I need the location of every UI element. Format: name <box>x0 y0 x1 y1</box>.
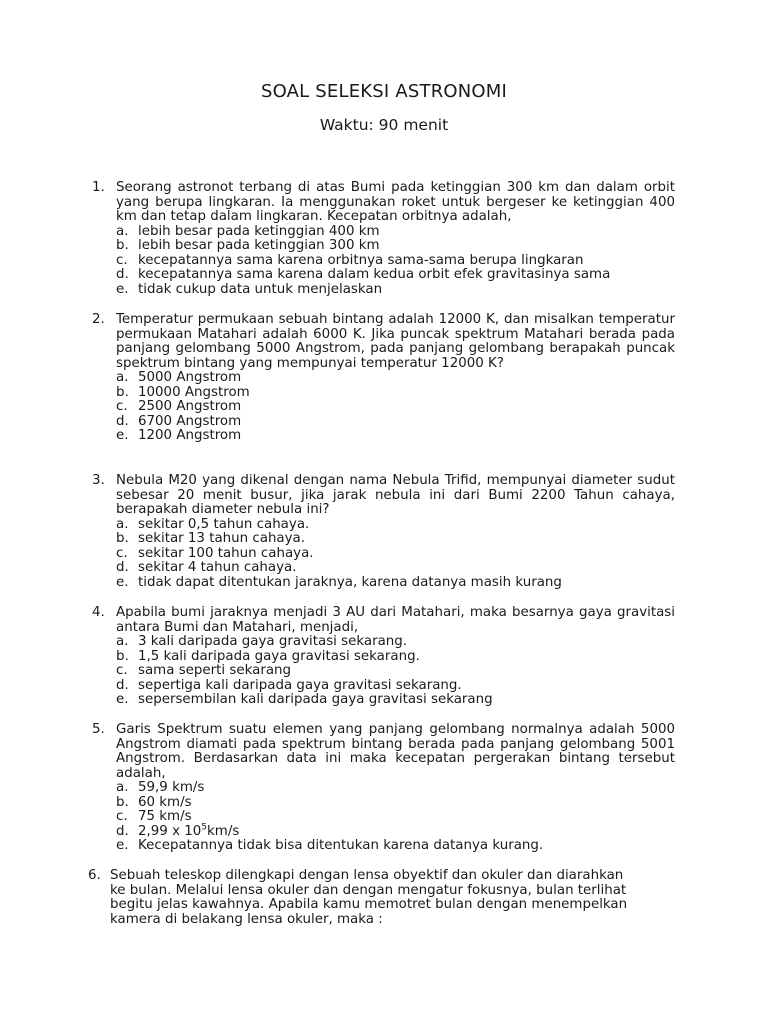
option-c <box>92 547 675 562</box>
option-a <box>92 371 675 386</box>
option-text: kecepatannya sama karena orbitnya sama-sama berupa lingkaran <box>138 252 584 268</box>
option-letter: e. <box>116 838 129 853</box>
option-text: 10000 Angstrom <box>138 384 250 400</box>
option-letter: c. <box>116 809 128 824</box>
question-3 <box>92 474 675 590</box>
option-d <box>92 415 675 430</box>
option-d <box>92 268 675 283</box>
question-number: 6. <box>88 868 101 883</box>
option-letter: d. <box>116 560 129 575</box>
option-letter: d. <box>116 823 129 839</box>
option-text: 3 kali daripada gaya gravitasi sekarang. <box>138 634 408 649</box>
option-text: lebih besar pada ketinggian 300 km <box>138 238 380 253</box>
option-letter: a. <box>116 370 129 385</box>
question-number: 3. <box>92 473 105 488</box>
option-text <box>138 822 675 840</box>
option-letter: c. <box>116 252 128 268</box>
option-e <box>92 429 675 444</box>
option-b <box>92 796 675 811</box>
option-a <box>92 781 675 796</box>
option-unit: km/s <box>207 823 240 839</box>
option-letter: a. <box>116 516 129 532</box>
option-text: sekitar 4 tahun cahaya. <box>138 560 297 575</box>
option-text: 1200 Angstrom <box>138 428 242 443</box>
option-c <box>92 400 675 415</box>
question-text-line: Sebuah teleskop dilengkapi dengan lensa obyektif dan okuler dan diarahkan <box>110 868 624 883</box>
question-6 <box>88 869 668 927</box>
option-text: sekitar 100 tahun cahaya. <box>138 545 314 561</box>
option-letter: c. <box>116 545 128 561</box>
option-a <box>92 635 675 650</box>
option-letter: a. <box>116 223 129 239</box>
question-text: Apabila bumi jaraknya menjadi 3 AU dari Matahari, maka besarnya gaya gravitasi antara Bumi dan Matahari, menjadi, <box>116 605 675 635</box>
option-letter: e. <box>116 281 129 297</box>
option-text: sama seperti sekarang <box>138 663 292 678</box>
option-text: sepersembilan kali daripada gaya gravitasi sekarang <box>138 692 493 707</box>
option-letter: e. <box>116 574 129 590</box>
question-number: 4. <box>92 605 105 620</box>
option-text: tidak dapat ditentukan jaraknya, karena datanya masih kurang <box>138 574 562 590</box>
option-value: 2,99 x 10 <box>138 823 202 839</box>
option-e <box>92 576 675 591</box>
option-text: 5000 Angstrom <box>138 370 242 385</box>
option-text: 59,9 km/s <box>138 780 205 795</box>
option-text: sekitar 0,5 tahun cahaya. <box>138 516 310 532</box>
option-d <box>92 822 675 840</box>
question-2 <box>92 313 675 444</box>
option-letter: c. <box>116 663 128 678</box>
option-text: lebih besar pada ketinggian 400 km <box>138 223 380 239</box>
question-number: 5. <box>92 722 105 737</box>
question-number: 2. <box>92 312 105 327</box>
option-c <box>92 664 675 679</box>
option-text: 60 km/s <box>138 794 192 810</box>
question-number: 1. <box>92 180 105 195</box>
option-e <box>92 693 675 708</box>
option-text: sekitar 13 tahun cahaya. <box>138 531 306 546</box>
option-text: 75 km/s <box>138 809 192 824</box>
option-b <box>92 239 675 254</box>
option-letter: b. <box>116 648 129 664</box>
option-letter: e. <box>116 692 129 707</box>
option-text: 2500 Angstrom <box>138 399 242 414</box>
option-text: tidak cukup data untuk menjelaskan <box>138 281 383 297</box>
option-letter: a. <box>116 780 129 795</box>
question-text: Garis Spektrum suatu elemen yang panjang gelombang normalnya adalah 5000 Angstrom diamati pada spektrum bintang berada pada panjang gelombang 5001 Angstrom. Berdasarkan data ini maka kecepatan pergerakan bintang tersebut adalah, <box>116 722 675 781</box>
option-d <box>92 679 675 694</box>
option-letter: d. <box>116 413 129 429</box>
option-e <box>92 839 675 854</box>
question-text: Seorang astronot terbang di atas Bumi pada ketinggian 300 km dan dalam orbit yang berupa lingkaran. Ia menggunakan roket untuk bergeser ke ketinggian 400 km dan tetap dalam lingkaran. Kecepatan orbitnya adalah, <box>116 180 675 224</box>
option-letter: e. <box>116 428 129 443</box>
option-b <box>92 532 675 547</box>
option-letter: a. <box>116 634 129 649</box>
question-text: Temperatur permukaan sebuah bintang adalah 12000 K, dan misalkan temperatur permukaan Matahari adalah 6000 K. Jika puncak spektrum Matahari berada pada panjang gelombang 5000 Angstrom, pada panjang gelombang berapakah puncak spektrum bintang yang mempunyai temperatur 12000 K? <box>116 312 675 371</box>
option-text: kecepatannya sama karena dalam kedua orbit efek gravitasinya sama <box>138 267 611 282</box>
option-letter: d. <box>116 677 129 693</box>
question-4 <box>92 606 675 708</box>
question-text: Nebula M20 yang dikenal dengan nama Nebula Trifid, mempunyai diameter sudut sebesar 20 menit busur, jika jarak nebula ini dari Bumi 2200 Tahun cahaya, berapakah diameter nebula ini? <box>116 473 675 517</box>
option-text: sepertiga kali daripada gaya gravitasi sekarang. <box>138 677 462 693</box>
option-text: Kecepatannya tidak bisa ditentukan karena datanya kurang. <box>138 838 544 853</box>
option-b <box>92 650 675 665</box>
question-1 <box>92 181 675 297</box>
option-text: 1,5 kali daripada gaya gravitasi sekarang. <box>138 648 420 664</box>
option-letter: c. <box>116 399 128 414</box>
option-letter: b. <box>116 794 129 810</box>
option-e <box>92 283 675 298</box>
option-letter: b. <box>116 238 129 253</box>
document-title: SOAL SELEKSI ASTRONOMI <box>260 81 508 102</box>
option-letter: d. <box>116 267 129 282</box>
question-text-line: kamera di belakang lensa okuler, maka : <box>110 911 383 927</box>
question-5 <box>92 723 675 854</box>
document-subtitle: Waktu: 90 menit <box>319 116 449 134</box>
option-a <box>92 225 675 240</box>
option-letter: b. <box>116 384 129 400</box>
option-a <box>92 518 675 533</box>
option-text: 6700 Angstrom <box>138 413 242 429</box>
question-text-line: ke bulan. Melalui lensa okuler dan dengan mengatur fokusnya, bulan terlihat <box>110 882 627 898</box>
option-letter: b. <box>116 531 129 546</box>
option-c <box>92 254 675 269</box>
question-text-line: begitu jelas kawahnya. Apabila kamu memotret bulan dengan menempelkan <box>110 897 628 912</box>
exponent: 5 <box>201 822 208 833</box>
option-c <box>92 810 675 825</box>
option-d <box>92 561 675 576</box>
option-b <box>92 386 675 401</box>
